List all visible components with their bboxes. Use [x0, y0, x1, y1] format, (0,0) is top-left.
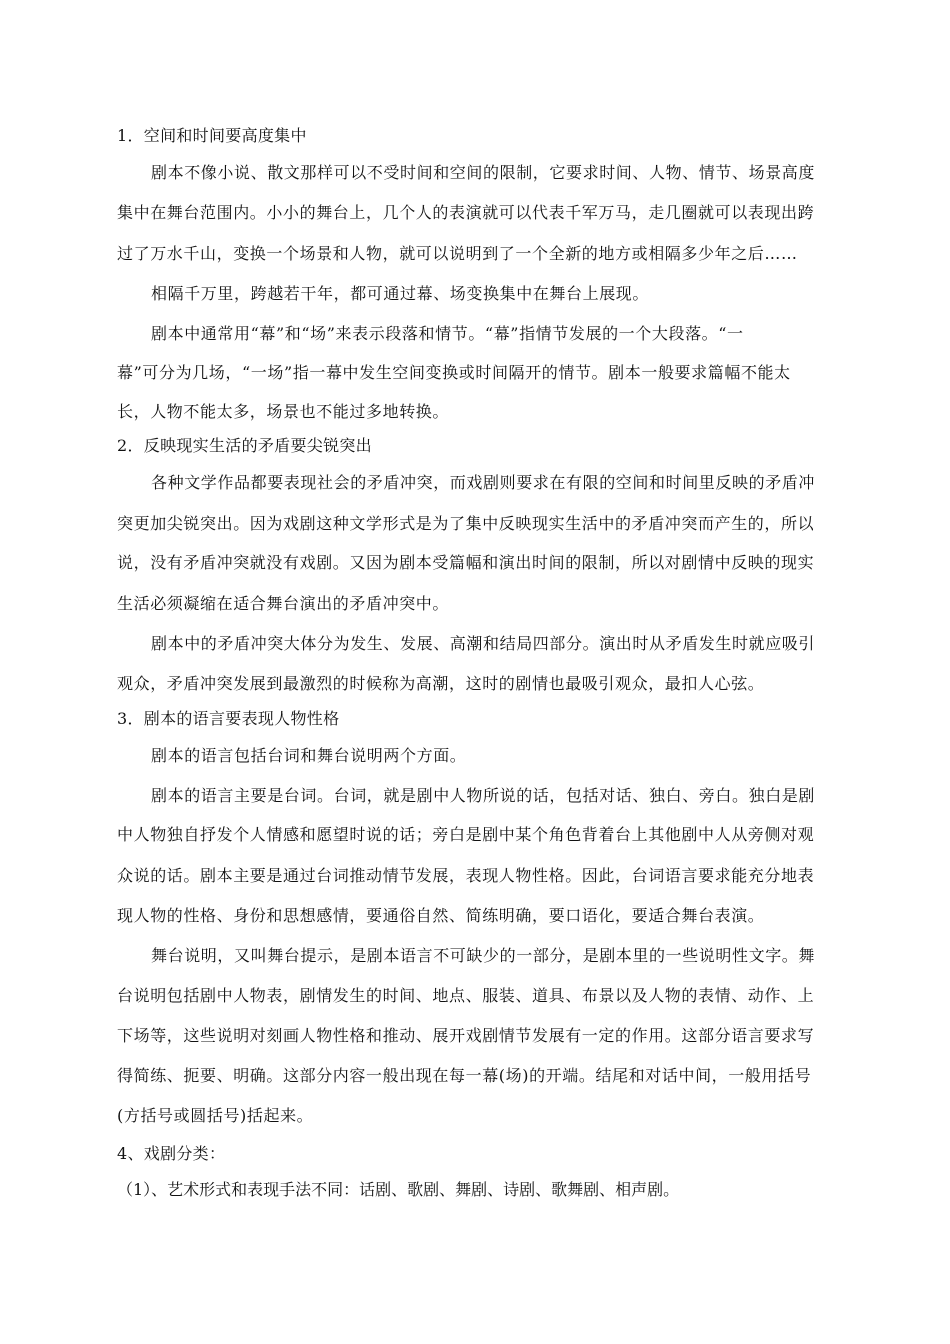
paragraph-line: 过了万水千山，变换一个场景和人物，就可以说明到了一个全新的地方或相隔多少年之后…… [117, 244, 798, 263]
paragraph-line: 观众，矛盾冲突发展到最激烈的时候称为高潮，这时的剧情也最吸引观众，最扣人心弦。 [117, 674, 765, 693]
paragraph-line: (方括号或圆括号)括起来。 [117, 1106, 314, 1125]
paragraph-line: 剧本中的矛盾冲突大体分为发生、发展、高潮和结局四部分。演出时从矛盾发生时就应吸引 [151, 634, 816, 653]
paragraph-line: 下场等，这些说明对刻画人物性格和推动、展开戏剧情节发展有一定的作用。这部分语言要求写 [117, 1026, 815, 1045]
paragraph-line: 得简练、扼要、明确。这部分内容一般出现在每一幕(场)的开端。结尾和对话中间，一般用括号 [117, 1066, 812, 1085]
classification-item-1: （1）、艺术形式和表现手法不同：话剧、歌剧、舞剧、诗剧、歌舞剧、相声剧。 [117, 1180, 680, 1199]
paragraph-line: 相隔千万里，跨越若干年，都可通过幕、场变换集中在舞台上展现。 [151, 284, 650, 303]
paragraph-line: 集中在舞台范围内。小小的舞台上，几个人的表演就可以代表千军万马，走几圈就可以表现出跨 [117, 203, 815, 222]
paragraph-line: 剧本不像小说、散文那样可以不受时间和空间的限制，它要求时间、人物、情节、场景高度 [151, 163, 816, 182]
paragraph-line: 剧本的语言包括台词和舞台说明两个方面。 [151, 746, 467, 765]
paragraph-line: 中人物独自抒发个人情感和愿望时说的话；旁白是剧中某个角色背着台上其他剧中人从旁侧对观 [117, 825, 815, 844]
section-heading-1: 1．空间和时间要高度集中 [117, 126, 307, 145]
paragraph-line: 剧本的语言主要是台词。台词，就是剧中人物所说的话，包括对话、独白、旁白。独白是剧 [151, 786, 816, 805]
paragraph-line: 生活必须凝缩在适合舞台演出的矛盾冲突中。 [117, 594, 450, 613]
paragraph-line: 突更加尖锐突出。因为戏剧这种文学形式是为了集中反映现实生活中的矛盾冲突而产生的，所以 [117, 514, 815, 533]
paragraph-line: 说，没有矛盾冲突就没有戏剧。又因为剧本受篇幅和演出时间的限制，所以对剧情中反映的现实 [117, 553, 815, 572]
paragraph-line: 众说的话。剧本主要是通过台词推动情节发展，表现人物性格。因此，台词语言要求能充分地表 [117, 866, 815, 885]
paragraph-line: 长，人物不能太多，场景也不能过多地转换。 [117, 402, 450, 421]
paragraph-line: 舞台说明，又叫舞台提示，是剧本语言不可缺少的一部分，是剧本里的一些说明性文字。舞 [151, 946, 816, 965]
paragraph-line: 幕”可分为几场，“一场”指一幕中发生空间变换或时间隔开的情节。剧本一般要求篇幅不能太 [117, 363, 791, 382]
section-heading-4: 4、戏剧分类： [117, 1144, 226, 1163]
section-heading-2: 2．反映现实生活的矛盾要尖锐突出 [117, 436, 372, 455]
paragraph-line: 剧本中通常用“幕”和“场”来表示段落和情节。“幕”指情节发展的一个大段落。“一 [151, 324, 744, 343]
paragraph-line: 现人物的性格、身份和思想感情，要通俗自然、简练明确，要口语化，要适合舞台表演。 [117, 906, 765, 925]
section-heading-3: 3．剧本的语言要表现人物性格 [117, 709, 340, 728]
paragraph-line: 台说明包括剧中人物表，剧情发生的时间、地点、服装、道具、布景以及人物的表情、动作、上 [117, 986, 815, 1005]
paragraph-line: 各种文学作品都要表现社会的矛盾冲突，而戏剧则要求在有限的空间和时间里反映的矛盾冲 [151, 473, 816, 492]
